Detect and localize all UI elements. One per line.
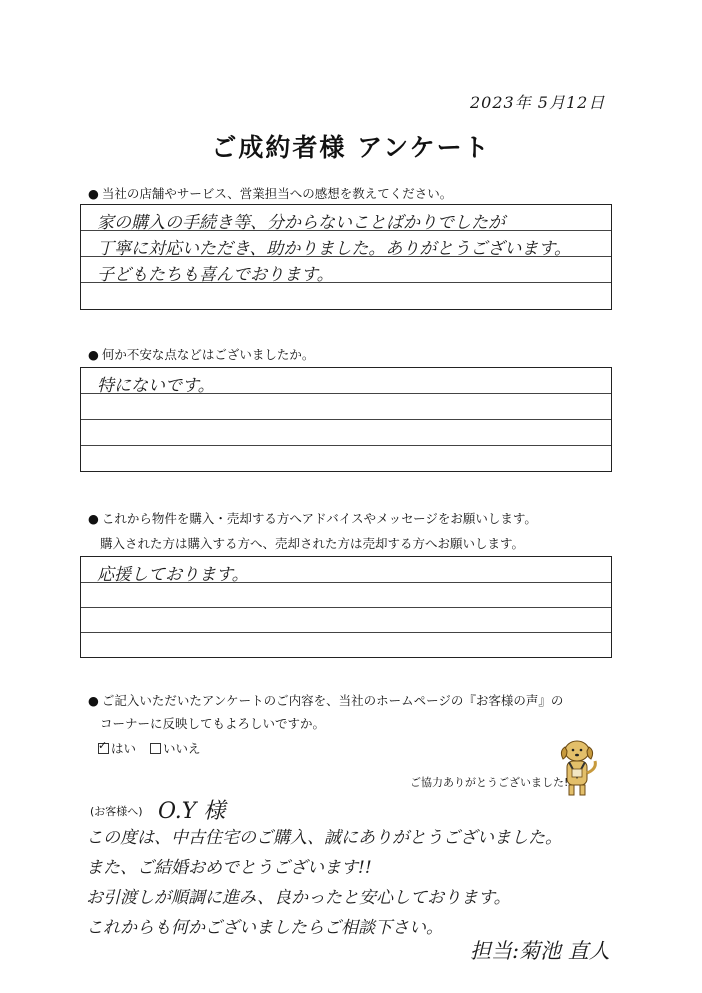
customer-name: O.Y 様 [158, 799, 226, 824]
answer-1-line-1: 家の購入の手続き等、分からないことばかりでしたが [97, 213, 505, 233]
survey-date: 2023年 5月12日 [470, 93, 606, 112]
consent-yes-label: はい [111, 741, 137, 756]
message-line-2: また、ご結婚おめでとうございます!! [86, 858, 372, 878]
bullet-icon: ● [88, 186, 99, 201]
question-3 [88, 509, 537, 527]
question-3-line-2: 購入された方は購入する方へ、売却された方は売却する方へお願いします。 [100, 536, 525, 551]
question-1 [88, 184, 452, 202]
customer-label: (お客様へ) [90, 805, 143, 818]
answer-3-line-1: 応援しております。 [97, 565, 249, 585]
answer-box-2 [80, 367, 612, 472]
page-title: ご成約者様 アンケート [211, 133, 491, 162]
question-3-text: これから物件を購入・売却する方へアドバイスやメッセージをお願いします。 [101, 511, 537, 526]
message-line-4: これからも何かございましたらご相談下さい。 [86, 918, 443, 938]
question-2-text: 何か不安な点などはございましたか。 [101, 347, 315, 362]
bullet-icon: ● [88, 511, 99, 526]
message-line-1: この度は、中古住宅のご購入、誠にありがとうございました。 [86, 828, 562, 848]
staff-signature: 担当:菊池 直人 [470, 939, 610, 963]
checkbox-checked-icon[interactable] [98, 743, 109, 754]
answer-2-line-1: 特にないです。 [97, 376, 215, 396]
question-4-line-2: コーナーに反映してもよろしいですか。 [100, 716, 326, 731]
question-4 [88, 691, 563, 709]
answer-box-3 [80, 556, 612, 658]
answer-1-line-2: 丁寧に対応いただき、助かりました。ありがとうございます。 [97, 239, 571, 259]
answer-1-line-3: 子どもたちも喜んでおります。 [97, 265, 334, 285]
answer-box-1 [80, 204, 612, 310]
bullet-icon: ● [88, 693, 99, 708]
thanks-message: ご協力ありがとうございました! [410, 776, 569, 789]
message-line-3: お引渡しが順調に進み、良かったと安心しております。 [86, 888, 511, 908]
question-1-text: 当社の店舗やサービス、営業担当への感想を教えてください。 [101, 186, 453, 201]
question-4-text: ご記入いただいたアンケートのご内容を、当社のホームページの『お客様の声』の [101, 693, 564, 708]
consent-no-label: いいえ [163, 741, 201, 756]
consent-no[interactable] [150, 739, 201, 757]
consent-yes[interactable] [98, 739, 136, 757]
question-2 [88, 345, 314, 363]
bullet-icon: ● [88, 347, 99, 362]
checkbox-icon[interactable] [150, 743, 161, 754]
